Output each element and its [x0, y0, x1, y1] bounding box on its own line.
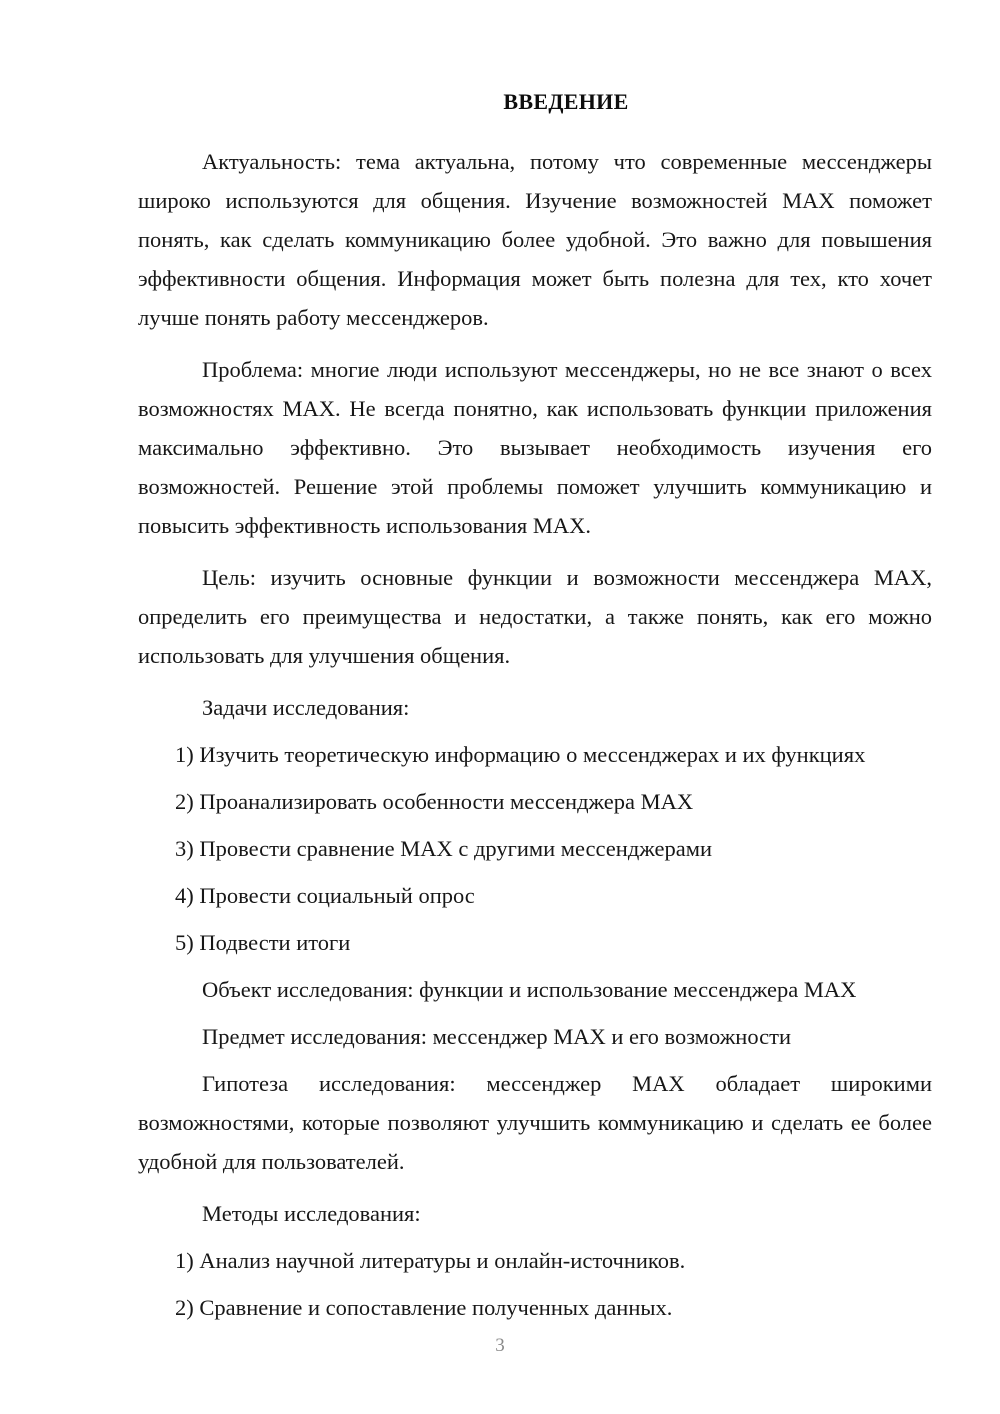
list-spacer [138, 1280, 932, 1288]
paragraph-subject: Предмет исследования: мессенджер MAX и его возможности [202, 1023, 791, 1049]
methods-list [138, 1241, 932, 1327]
tasks-list [138, 735, 932, 962]
paragraph-spacer [138, 1187, 932, 1194]
list-item: 5) Подвести итоги [175, 929, 351, 955]
paragraph-goal: Цель: изучить основные функции и возможности мессенджера MAX, определить его преимущества и недостатки, а также понять, как его можно использовать для улучшения общения. [138, 564, 932, 668]
list-spacer [138, 1233, 932, 1241]
list-spacer [138, 868, 932, 876]
page-title: ВВЕДЕНИЕ [503, 89, 629, 114]
list-item: 1) Анализ научной литературы и онлайн-источников. [175, 1247, 686, 1273]
list-item: 3) Провести сравнение MAX с другими мессенджерами [175, 835, 713, 861]
list-spacer [138, 915, 932, 923]
list-spacer [138, 727, 932, 735]
paragraph-problem: Проблема: многие люди используют мессенджеры, но не все знают о всех возможностях MAX. Не всегда понятно, как использовать функции приложения максимально эффективно. Это вызывает необходимость изучения его возможностей. Решение этой проблемы поможет улучшить коммуникацию и повысить эффективность использования MAX. [138, 356, 932, 538]
page-number: 3 [495, 1335, 505, 1356]
paragraph-object: Объект исследования: функции и использование мессенджера MAX [202, 976, 857, 1002]
paragraph-hypothesis: Гипотеза исследования: мессенджер MAX обладает широкими возможностями, которые позволяют улучшить коммуникацию и сделать ее более удобной для пользователей. [138, 1070, 932, 1174]
list-spacer [138, 774, 932, 782]
paragraph-spacer [138, 343, 932, 350]
methods-heading: Методы исследования: [202, 1200, 421, 1226]
section-spacer [138, 962, 932, 970]
list-item: 2) Проанализировать особенности мессенджера MAX [175, 788, 694, 814]
paragraph-spacer [138, 1056, 932, 1064]
list-item: 4) Провести социальный опрос [175, 882, 475, 908]
document-body [138, 88, 932, 1327]
paragraph-spacer [138, 1009, 932, 1017]
paragraph-spacer [138, 551, 932, 558]
paragraph-spacer [138, 681, 932, 688]
list-spacer [138, 821, 932, 829]
paragraph-relevance: Актуальность: тема актуальна, потому что современные мессенджеры широко используются для общения. Изучение возможностей MAX поможет понять, как сделать коммуникацию более удобной. Это важно для повышения эффективности общения. Информация может быть полезна для тех, кто хочет лучше понять работу мессенджеров. [138, 148, 932, 330]
list-item: 2) Сравнение и сопоставление полученных данных. [175, 1294, 673, 1320]
list-item: 1) Изучить теоретическую информацию о мессенджерах и их функциях [175, 741, 866, 767]
tasks-heading: Задачи исследования: [202, 694, 410, 720]
